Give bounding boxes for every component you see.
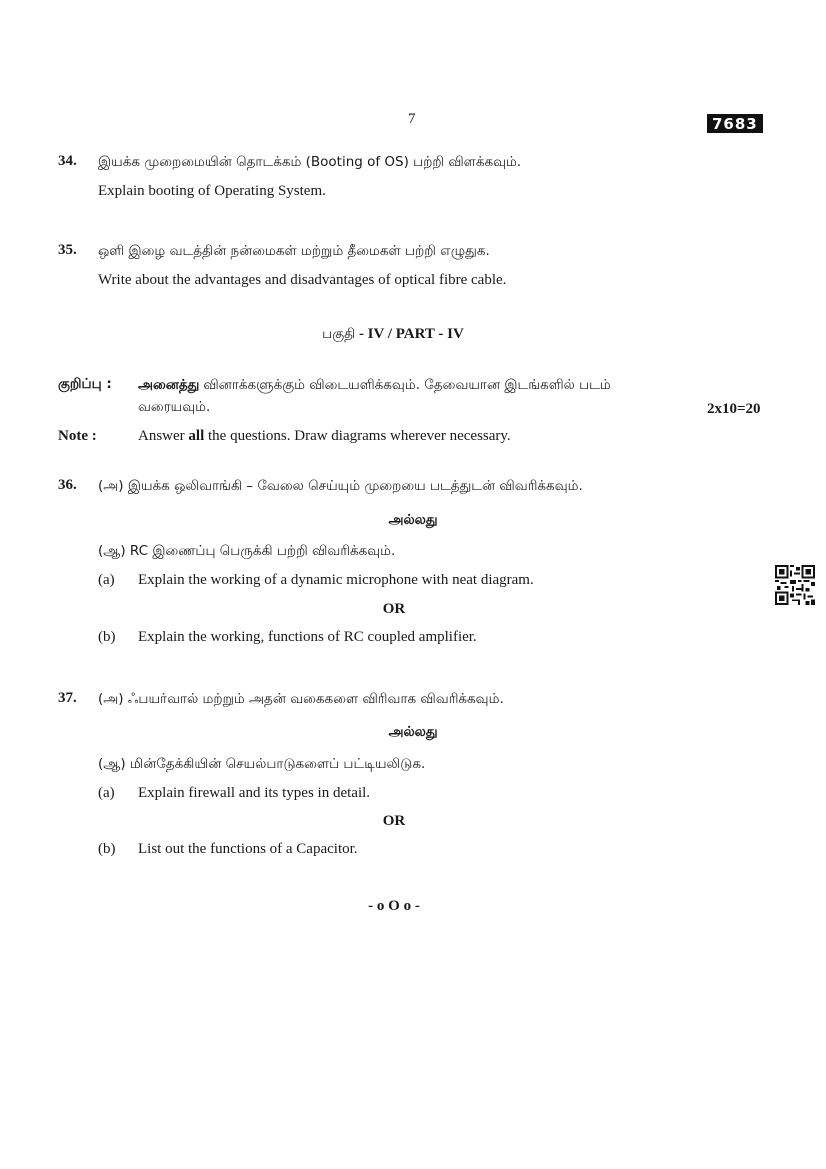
note-tamil-bold: அனைத்து: [138, 377, 200, 393]
question-34-english: Explain booting of Operating System.: [98, 183, 326, 199]
question-36-or-tamil: அல்லது: [388, 512, 438, 528]
question-37-number: 37.: [58, 690, 77, 706]
question-36-b-tamil: (ஆ) RC இணைப்பு பெருக்கி பற்றி விவரிக்கவும்.: [98, 543, 396, 559]
part-heading-english: - IV / PART - IV: [355, 326, 464, 342]
question-37-or-tamil: அல்லது: [388, 724, 438, 740]
note-tamil-text: வினாக்களுக்கும் விடையளிக்கவும். தேவையான இடங்களில் படம்: [203, 377, 611, 393]
question-37-a-tamil: (அ) ஃபயர்வால் மற்றும் அதன் வகைகளை விரிவாக விவரிக்கவும்.: [98, 691, 504, 707]
part-heading: [322, 325, 464, 344]
question-36-b-label: (b): [98, 629, 116, 645]
question-35-tamil: ஒளி இழை வடத்தின் நன்மைகள் மற்றும் தீமைகள் பற்றி எழுதுக.: [98, 243, 490, 259]
question-37-a-label: (a): [98, 785, 115, 801]
question-36-b-english: Explain the working, functions of RC coupled amplifier.: [138, 629, 477, 645]
note-english-pre: Answer: [138, 428, 189, 444]
question-37-a-english: Explain firewall and its types in detail.: [138, 785, 371, 801]
question-34-number: 34.: [58, 153, 77, 169]
end-of-paper-mark: - o O o -: [368, 898, 420, 914]
question-35-number: 35.: [58, 242, 77, 258]
note-english-bold: all: [188, 428, 205, 444]
question-35-english: Write about the advantages and disadvantages of optical fibre cable.: [98, 272, 507, 288]
note-english: [138, 428, 511, 445]
note-english-post: the questions. Draw diagrams wherever necessary.: [204, 428, 511, 444]
marks-allocation: 2x10=20: [707, 401, 761, 417]
note-tamil-line1: [138, 376, 611, 395]
question-37-b-tamil: (ஆ) மின்தேக்கியின் செயல்பாடுகளைப் பட்டியலிடுக.: [98, 756, 426, 772]
part-heading-tamil: பகுதி: [322, 326, 356, 342]
question-36-or-english: OR: [382, 601, 406, 617]
question-36-a-tamil: (அ) இயக்க ஒலிவாங்கி – வேலை செய்யும் முறையை படத்துடன் விவரிக்கவும்.: [98, 478, 583, 494]
note-tamil-label: குறிப்பு :: [58, 376, 112, 392]
question-36-a-label: (a): [98, 572, 115, 588]
question-36-number: 36.: [58, 477, 77, 493]
question-37-b-english: List out the functions of a Capacitor.: [138, 841, 358, 857]
question-36-a-english: Explain the working of a dynamic microphone with neat diagram.: [138, 572, 534, 588]
qr-code-icon: [775, 565, 815, 605]
question-37-or-english: OR: [382, 813, 406, 829]
question-34-tamil: இயக்க முறைமையின் தொடக்கம் (Booting of OS) பற்றி விளக்கவும்.: [98, 154, 522, 170]
note-english-label: Note :: [58, 428, 97, 444]
paper-code-badge: 7683: [707, 114, 763, 133]
question-37-b-label: (b): [98, 841, 116, 857]
page-number: 7: [408, 111, 416, 127]
note-tamil-line2: வரையவும்.: [138, 399, 211, 415]
